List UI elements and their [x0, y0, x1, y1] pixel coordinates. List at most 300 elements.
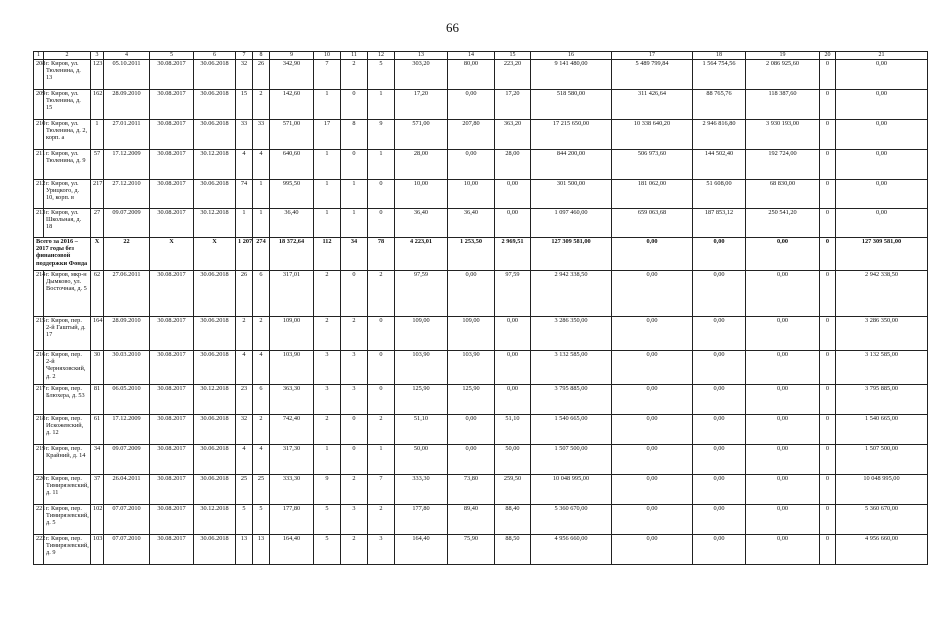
cell-c7: 4: [236, 445, 253, 475]
summary-cell-c18: 0,00: [693, 238, 746, 271]
table-row: [34, 209, 928, 238]
cell-c3: 30: [91, 351, 104, 385]
column-number-16: 16: [531, 52, 612, 60]
cell-c21: 1 540 665,00: [836, 415, 928, 445]
summary-cell-c19: 0,00: [746, 238, 820, 271]
cell-c14: 207,80: [448, 120, 495, 150]
table-row: [34, 351, 928, 385]
cell-c9: 333,30: [270, 475, 314, 505]
cell-c4: 27.01.2011: [104, 120, 150, 150]
cell-c4: 17.12.2009: [104, 415, 150, 445]
cell-c7: 4: [236, 351, 253, 385]
cell-c7: 32: [236, 60, 253, 90]
summary-row: [34, 238, 928, 271]
cell-c20: 0: [820, 535, 836, 565]
cell-c6: 30.06.2018: [194, 120, 236, 150]
cell-c16: 1 097 460,00: [531, 209, 612, 238]
cell-c4: 17.12.2009: [104, 150, 150, 180]
cell-c14: 73,80: [448, 475, 495, 505]
summary-cell-c6: X: [194, 238, 236, 271]
cell-c19: 0,00: [746, 271, 820, 317]
row-number: 216: [34, 351, 44, 385]
summary-cell-c11: 34: [341, 238, 368, 271]
cell-c3: 34: [91, 445, 104, 475]
column-number-10: 10: [314, 52, 341, 60]
cell-c3: 37: [91, 475, 104, 505]
cell-c15: 17,20: [495, 90, 531, 120]
table-row: [34, 180, 928, 209]
cell-c6: 30.12.2018: [194, 505, 236, 535]
cell-c11: 0: [341, 90, 368, 120]
column-number-21: 21: [836, 52, 928, 60]
row-number: 217: [34, 385, 44, 415]
summary-cell-c7: 1 207: [236, 238, 253, 271]
cell-c10: 5: [314, 505, 341, 535]
cell-c13: 109,00: [395, 317, 448, 351]
address-cell: г. Киров, пер. Блюхера, д. 53: [44, 385, 91, 415]
cell-c6: 30.12.2018: [194, 209, 236, 238]
cell-c19: 0,00: [746, 445, 820, 475]
cell-c11: 8: [341, 120, 368, 150]
cell-c14: 0,00: [448, 90, 495, 120]
cell-c7: 33: [236, 120, 253, 150]
cell-c18: 0,00: [693, 445, 746, 475]
column-number-14: 14: [448, 52, 495, 60]
page-number: 66: [446, 20, 459, 35]
summary-cell-c14: 1 253,50: [448, 238, 495, 271]
row-number: 218: [34, 415, 44, 445]
cell-c19: 2 086 925,60: [746, 60, 820, 90]
cell-c8: 1: [253, 209, 270, 238]
cell-c4: 07.07.2010: [104, 505, 150, 535]
table-row: [34, 150, 928, 180]
cell-c21: 10 048 995,00: [836, 475, 928, 505]
cell-c7: 4: [236, 150, 253, 180]
column-number-1: 1: [34, 52, 44, 60]
cell-c9: 995,50: [270, 180, 314, 209]
cell-c19: 3 930 193,00: [746, 120, 820, 150]
table-row: [34, 445, 928, 475]
row-number: 212: [34, 180, 44, 209]
cell-c13: 571,00: [395, 120, 448, 150]
row-number: 209: [34, 90, 44, 120]
cell-c16: 9 141 480,00: [531, 60, 612, 90]
cell-c8: 6: [253, 385, 270, 415]
cell-c18: 0,00: [693, 317, 746, 351]
summary-cell-c15: 2 969,51: [495, 238, 531, 271]
cell-c3: 61: [91, 415, 104, 445]
cell-c17: 0,00: [612, 415, 693, 445]
cell-c11: 3: [341, 505, 368, 535]
cell-c18: 144 502,40: [693, 150, 746, 180]
cell-c7: 15: [236, 90, 253, 120]
cell-c10: 3: [314, 351, 341, 385]
cell-c4: 27.06.2011: [104, 271, 150, 317]
row-number: 214: [34, 271, 44, 317]
cell-c9: 109,00: [270, 317, 314, 351]
cell-c11: 1: [341, 209, 368, 238]
cell-c11: 2: [341, 475, 368, 505]
cell-c9: 363,30: [270, 385, 314, 415]
cell-c9: 742,40: [270, 415, 314, 445]
address-cell: г. Киров, ул. Тюленина, д. 13: [44, 60, 91, 90]
summary-cell-c5: X: [150, 238, 194, 271]
column-number-row: [34, 52, 928, 60]
column-number-12: 12: [368, 52, 395, 60]
cell-c9: 142,60: [270, 90, 314, 120]
cell-c11: 0: [341, 271, 368, 317]
summary-label: Всего за 2016 – 2017 годы без финансовой поддержки Фонда: [34, 238, 91, 271]
cell-c7: 13: [236, 535, 253, 565]
cell-c17: 0,00: [612, 271, 693, 317]
column-number-3: 3: [91, 52, 104, 60]
cell-c5: 30.08.2017: [150, 60, 194, 90]
cell-c11: 2: [341, 535, 368, 565]
cell-c13: 103,90: [395, 351, 448, 385]
column-number-20: 20: [820, 52, 836, 60]
address-cell: г. Киров, пер. Крайний, д. 14: [44, 445, 91, 475]
cell-c5: 30.08.2017: [150, 180, 194, 209]
cell-c9: 640,60: [270, 150, 314, 180]
cell-c19: 192 724,00: [746, 150, 820, 180]
cell-c8: 26: [253, 60, 270, 90]
cell-c15: 259,50: [495, 475, 531, 505]
cell-c15: 0,00: [495, 351, 531, 385]
cell-c6: 30.06.2018: [194, 60, 236, 90]
cell-c12: 0: [368, 180, 395, 209]
cell-c10: 1: [314, 445, 341, 475]
cell-c6: 30.06.2018: [194, 415, 236, 445]
cell-c4: 06.05.2010: [104, 385, 150, 415]
cell-c13: 164,40: [395, 535, 448, 565]
cell-c3: 62: [91, 271, 104, 317]
cell-c14: 0,00: [448, 150, 495, 180]
cell-c12: 1: [368, 90, 395, 120]
cell-c13: 50,00: [395, 445, 448, 475]
cell-c6: 30.06.2018: [194, 445, 236, 475]
address-cell: г. Киров, ул. Тюленина, д. 9: [44, 150, 91, 180]
address-cell: г. Киров, ул. Урицкого, д. 10, корп. в: [44, 180, 91, 209]
cell-c10: 1: [314, 209, 341, 238]
address-cell: г. Киров, пер. Тимирязевский, д. 5: [44, 505, 91, 535]
row-number: 219: [34, 445, 44, 475]
cell-c12: 2: [368, 271, 395, 317]
column-number-9: 9: [270, 52, 314, 60]
column-number-6: 6: [194, 52, 236, 60]
cell-c5: 30.08.2017: [150, 445, 194, 475]
cell-c11: 0: [341, 150, 368, 180]
cell-c19: 0,00: [746, 505, 820, 535]
cell-c18: 0,00: [693, 351, 746, 385]
cell-c12: 0: [368, 351, 395, 385]
cell-c3: 123: [91, 60, 104, 90]
cell-c18: 0,00: [693, 271, 746, 317]
cell-c16: 1 540 665,00: [531, 415, 612, 445]
cell-c10: 2: [314, 317, 341, 351]
summary-cell-c20: 0: [820, 238, 836, 271]
cell-c9: 36,40: [270, 209, 314, 238]
address-cell: г. Киров, ул. Школьная, д. 18: [44, 209, 91, 238]
cell-c15: 88,40: [495, 505, 531, 535]
cell-c18: 0,00: [693, 385, 746, 415]
address-cell: г. Киров, пер. 2-й Черняховский, д. 2: [44, 351, 91, 385]
column-number-5: 5: [150, 52, 194, 60]
summary-cell-c9: 18 372,64: [270, 238, 314, 271]
cell-c16: 844 200,00: [531, 150, 612, 180]
cell-c5: 30.08.2017: [150, 351, 194, 385]
cell-c6: 30.06.2018: [194, 535, 236, 565]
cell-c11: 0: [341, 415, 368, 445]
cell-c9: 177,80: [270, 505, 314, 535]
cell-c10: 1: [314, 90, 341, 120]
column-number-18: 18: [693, 52, 746, 60]
cell-c14: 80,00: [448, 60, 495, 90]
cell-c3: 164: [91, 317, 104, 351]
row-number: 211: [34, 150, 44, 180]
address-cell: г. Киров, ул. Тюленина, д. 15: [44, 90, 91, 120]
cell-c3: 81: [91, 385, 104, 415]
cell-c14: 103,90: [448, 351, 495, 385]
table-row: [34, 120, 928, 150]
cell-c6: 30.12.2018: [194, 150, 236, 180]
cell-c18: 187 853,12: [693, 209, 746, 238]
summary-cell-c16: 127 309 581,00: [531, 238, 612, 271]
cell-c3: 103: [91, 535, 104, 565]
cell-c21: 0,00: [836, 120, 928, 150]
cell-c7: 74: [236, 180, 253, 209]
cell-c16: 4 956 660,00: [531, 535, 612, 565]
cell-c12: 2: [368, 505, 395, 535]
cell-c15: 223,20: [495, 60, 531, 90]
cell-c8: 4: [253, 445, 270, 475]
cell-c19: 68 830,00: [746, 180, 820, 209]
cell-c20: 0: [820, 475, 836, 505]
cell-c12: 0: [368, 385, 395, 415]
cell-c17: 506 973,60: [612, 150, 693, 180]
cell-c15: 0,00: [495, 209, 531, 238]
address-cell: г. Киров, пер. Тимирязевский, д. 9: [44, 535, 91, 565]
cell-c20: 0: [820, 415, 836, 445]
address-cell: г. Киров, пер. 2-й Гаштый, д. 17: [44, 317, 91, 351]
cell-c18: 0,00: [693, 505, 746, 535]
cell-c21: 0,00: [836, 150, 928, 180]
summary-cell-c8: 274: [253, 238, 270, 271]
cell-c4: 09.07.2009: [104, 209, 150, 238]
cell-c13: 36,40: [395, 209, 448, 238]
cell-c11: 2: [341, 317, 368, 351]
column-number-19: 19: [746, 52, 820, 60]
cell-c17: 10 338 640,20: [612, 120, 693, 150]
cell-c14: 36,40: [448, 209, 495, 238]
cell-c14: 109,00: [448, 317, 495, 351]
cell-c10: 1: [314, 180, 341, 209]
cell-c12: 0: [368, 317, 395, 351]
cell-c9: 164,40: [270, 535, 314, 565]
cell-c11: 2: [341, 60, 368, 90]
table-row: [34, 535, 928, 565]
cell-c4: 26.04.2011: [104, 475, 150, 505]
cell-c7: 23: [236, 385, 253, 415]
cell-c14: 0,00: [448, 271, 495, 317]
cell-c12: 7: [368, 475, 395, 505]
table-row: [34, 505, 928, 535]
cell-c19: 0,00: [746, 317, 820, 351]
cell-c7: 26: [236, 271, 253, 317]
cell-c17: 0,00: [612, 385, 693, 415]
cell-c21: 1 507 500,00: [836, 445, 928, 475]
cell-c17: 0,00: [612, 445, 693, 475]
cell-c14: 10,00: [448, 180, 495, 209]
cell-c14: 75,90: [448, 535, 495, 565]
cell-c16: 3 132 585,00: [531, 351, 612, 385]
cell-c19: 0,00: [746, 475, 820, 505]
cell-c9: 317,30: [270, 445, 314, 475]
cell-c14: 0,00: [448, 415, 495, 445]
cell-c10: 2: [314, 271, 341, 317]
cell-c20: 0: [820, 317, 836, 351]
column-number-13: 13: [395, 52, 448, 60]
cell-c4: 05.10.2011: [104, 60, 150, 90]
cell-c13: 51,10: [395, 415, 448, 445]
cell-c13: 125,90: [395, 385, 448, 415]
cell-c16: 1 507 500,00: [531, 445, 612, 475]
table-row: [34, 475, 928, 505]
cell-c8: 6: [253, 271, 270, 317]
cell-c19: 118 387,60: [746, 90, 820, 120]
cell-c18: 1 564 754,56: [693, 60, 746, 90]
cell-c8: 25: [253, 475, 270, 505]
cell-c15: 28,00: [495, 150, 531, 180]
cell-c13: 177,80: [395, 505, 448, 535]
cell-c17: 311 426,64: [612, 90, 693, 120]
address-cell: г. Киров, пер. Тимирязевский, д. 11: [44, 475, 91, 505]
cell-c5: 30.08.2017: [150, 415, 194, 445]
cell-c17: 659 063,68: [612, 209, 693, 238]
cell-c4: 07.07.2010: [104, 535, 150, 565]
cell-c3: 102: [91, 505, 104, 535]
cell-c21: 0,00: [836, 90, 928, 120]
cell-c5: 30.08.2017: [150, 317, 194, 351]
summary-cell-c13: 4 223,01: [395, 238, 448, 271]
summary-cell-c12: 78: [368, 238, 395, 271]
cell-c19: 0,00: [746, 415, 820, 445]
cell-c6: 30.06.2018: [194, 180, 236, 209]
cell-c7: 1: [236, 209, 253, 238]
cell-c12: 3: [368, 535, 395, 565]
cell-c12: 1: [368, 150, 395, 180]
cell-c5: 30.08.2017: [150, 271, 194, 317]
cell-c5: 30.08.2017: [150, 90, 194, 120]
cell-c9: 571,00: [270, 120, 314, 150]
cell-c3: 1: [91, 120, 104, 150]
cell-c8: 2: [253, 317, 270, 351]
cell-c15: 97,59: [495, 271, 531, 317]
summary-cell-c17: 0,00: [612, 238, 693, 271]
cell-c4: 28.09.2010: [104, 90, 150, 120]
table-row: [34, 60, 928, 90]
cell-c10: 2: [314, 415, 341, 445]
cell-c21: 3 286 350,00: [836, 317, 928, 351]
cell-c15: 363,20: [495, 120, 531, 150]
cell-c8: 2: [253, 415, 270, 445]
cell-c6: 30.12.2018: [194, 385, 236, 415]
row-number: 220: [34, 475, 44, 505]
cell-c10: 5: [314, 535, 341, 565]
cell-c16: 17 215 650,00: [531, 120, 612, 150]
cell-c20: 0: [820, 351, 836, 385]
cell-c12: 0: [368, 209, 395, 238]
cell-c13: 97,59: [395, 271, 448, 317]
cell-c18: 0,00: [693, 475, 746, 505]
cell-c18: 88 765,76: [693, 90, 746, 120]
cell-c13: 17,20: [395, 90, 448, 120]
cell-c21: 0,00: [836, 180, 928, 209]
cell-c5: 30.08.2017: [150, 385, 194, 415]
cell-c5: 30.08.2017: [150, 120, 194, 150]
cell-c12: 1: [368, 445, 395, 475]
row-number: 222: [34, 535, 44, 565]
cell-c6: 30.06.2018: [194, 351, 236, 385]
cell-c8: 5: [253, 505, 270, 535]
cell-c17: 181 062,00: [612, 180, 693, 209]
row-number: 210: [34, 120, 44, 150]
cell-c10: 9: [314, 475, 341, 505]
column-number-17: 17: [612, 52, 693, 60]
cell-c10: 7: [314, 60, 341, 90]
column-number-8: 8: [253, 52, 270, 60]
column-number-2: 2: [44, 52, 91, 60]
cell-c6: 30.06.2018: [194, 271, 236, 317]
cell-c18: 0,00: [693, 415, 746, 445]
cell-c20: 0: [820, 90, 836, 120]
cell-c12: 9: [368, 120, 395, 150]
cell-c10: 17: [314, 120, 341, 150]
cell-c11: 0: [341, 445, 368, 475]
cell-c20: 0: [820, 505, 836, 535]
cell-c4: 30.03.2010: [104, 351, 150, 385]
cell-c16: 3 795 885,00: [531, 385, 612, 415]
table-body: [34, 52, 928, 565]
row-number: 208: [34, 60, 44, 90]
cell-c11: 1: [341, 180, 368, 209]
cell-c16: 10 048 995,00: [531, 475, 612, 505]
row-number: 215: [34, 317, 44, 351]
cell-c18: 2 946 816,80: [693, 120, 746, 150]
column-number-15: 15: [495, 52, 531, 60]
cell-c10: 3: [314, 385, 341, 415]
cell-c18: 0,00: [693, 535, 746, 565]
cell-c6: 30.06.2018: [194, 475, 236, 505]
cell-c8: 33: [253, 120, 270, 150]
cell-c5: 30.08.2017: [150, 209, 194, 238]
cell-c21: 3 132 585,00: [836, 351, 928, 385]
cell-c5: 30.08.2017: [150, 475, 194, 505]
cell-c7: 32: [236, 415, 253, 445]
housing-table: [33, 51, 902, 565]
cell-c16: 2 942 338,50: [531, 271, 612, 317]
cell-c16: 301 500,00: [531, 180, 612, 209]
cell-c15: 0,00: [495, 385, 531, 415]
cell-c8: 4: [253, 351, 270, 385]
cell-c20: 0: [820, 150, 836, 180]
cell-c15: 0,00: [495, 180, 531, 209]
cell-c15: 88,50: [495, 535, 531, 565]
cell-c3: 27: [91, 209, 104, 238]
cell-c13: 303,20: [395, 60, 448, 90]
cell-c19: 250 541,20: [746, 209, 820, 238]
cell-c12: 5: [368, 60, 395, 90]
cell-c21: 4 956 660,00: [836, 535, 928, 565]
